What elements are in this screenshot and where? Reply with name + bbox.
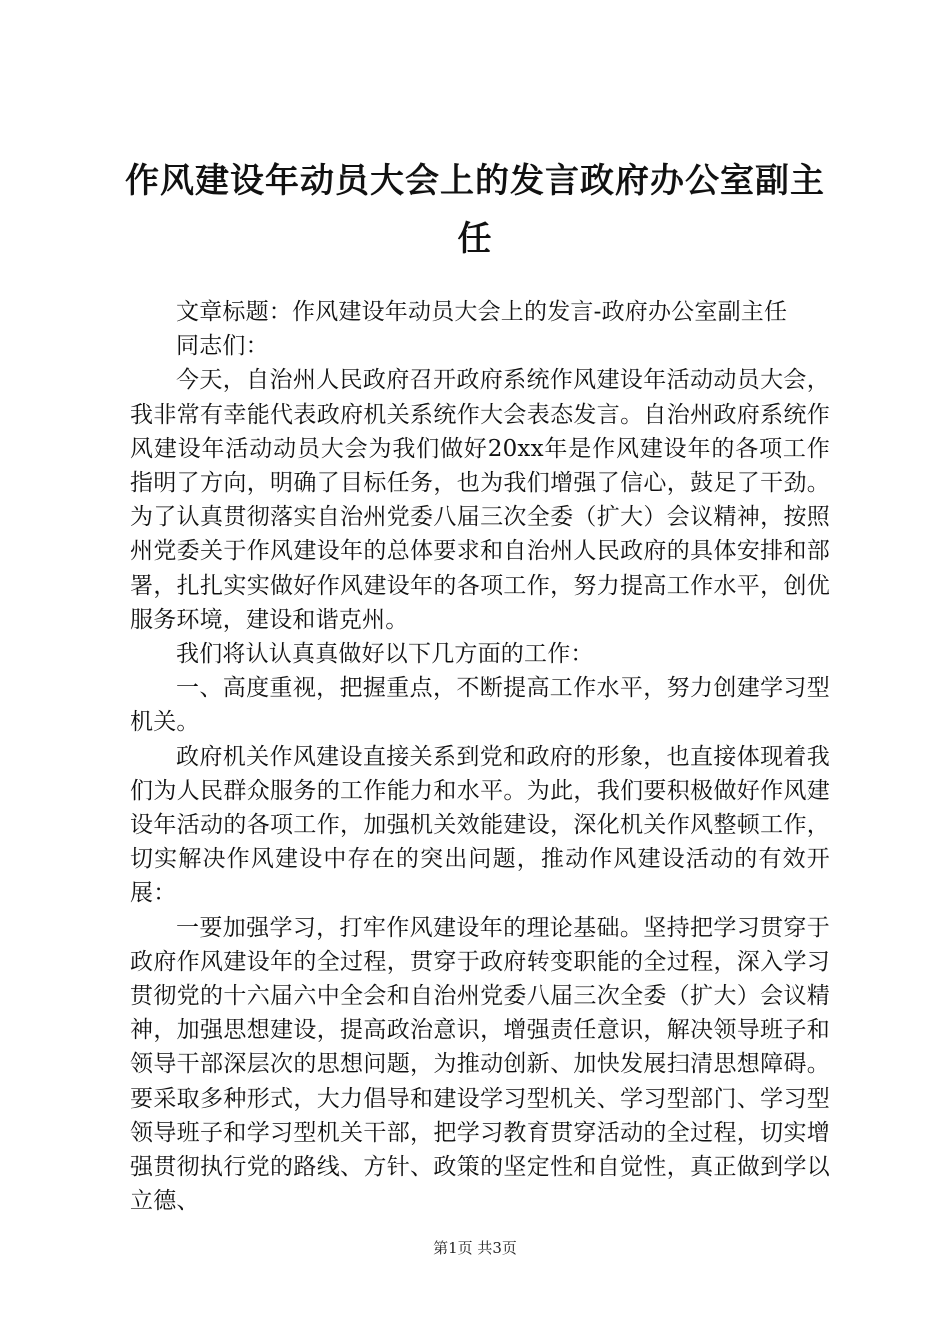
paragraph-article-title: 文章标题：作风建设年动员大会上的发言-政府办公室副主任 <box>176 299 788 325</box>
document-body <box>130 295 830 1218</box>
paragraph-transition: 我们将认认真真做好以下几方面的工作： <box>176 641 594 668</box>
paragraph-importance: 政府机关作风建设直接关系到党和政府的形象，也直接体现着我们为人民群众服务的工作能力和水平。为此，我们要积极做好作风建设年活动的各项工作，加强机关效能建设，深化机关作风整顿工作，切实解决作风建设中存在的突出问题，推动作风建设活动的有效开展： <box>130 743 830 907</box>
paragraph-intro: 今天，自治州人民政府召开政府系统作风建设年活动动员大会，我非常有幸能代表政府机关系统作大会表态发言。自治州政府系统作风建设年活动动员大会为我们做好20xx年是作风建设年的各项工作指明了方向，明确了目标任务，也为我们增强了信心，鼓足了干劲。为了认真贯彻落实自治州党委八届三次全委（扩大）会议精神，按照州党委关于作风建设年的总体要求和自治州人民政府的具体安排和部署，扎扎实实做好作风建设年的各项工作，努力提高工作水平，创优服务环境，建设和谐克州。 <box>130 367 830 633</box>
paragraph-study: 一要加强学习，打牢作风建设年的理论基础。坚持把学习贯穿于政府作风建设年的全过程，贯穿于政府转变职能的全过程，深入学习贯彻党的十六届六中全会和自治州党委八届三次全委（扩大）会议精神，加强思想建设，提高政治意识，增强责任意识，解决领导班子和领导干部深层次的思想问题，为推动创新、加快发展扫清思想障碍。要采取多种形式，大力倡导和建设学习型机关、学习型部门、学习型领导班子和学习型机关干部，把学习教育贯穿活动的全过程，切实增强贯彻执行党的路线、方针、政策的坚定性和自觉性，真正做到学以立德、 <box>130 914 830 1215</box>
page-footer: 第1页 共3页 <box>433 1239 517 1257</box>
document-title: 作风建设年动员大会上的发言政府办公室副主任 <box>125 161 825 259</box>
paragraph-salutation: 同志们： <box>176 333 269 360</box>
paragraph-heading-one: 一、高度重视，把握重点，不断提高工作水平，努力创建学习型机关。 <box>130 675 830 736</box>
